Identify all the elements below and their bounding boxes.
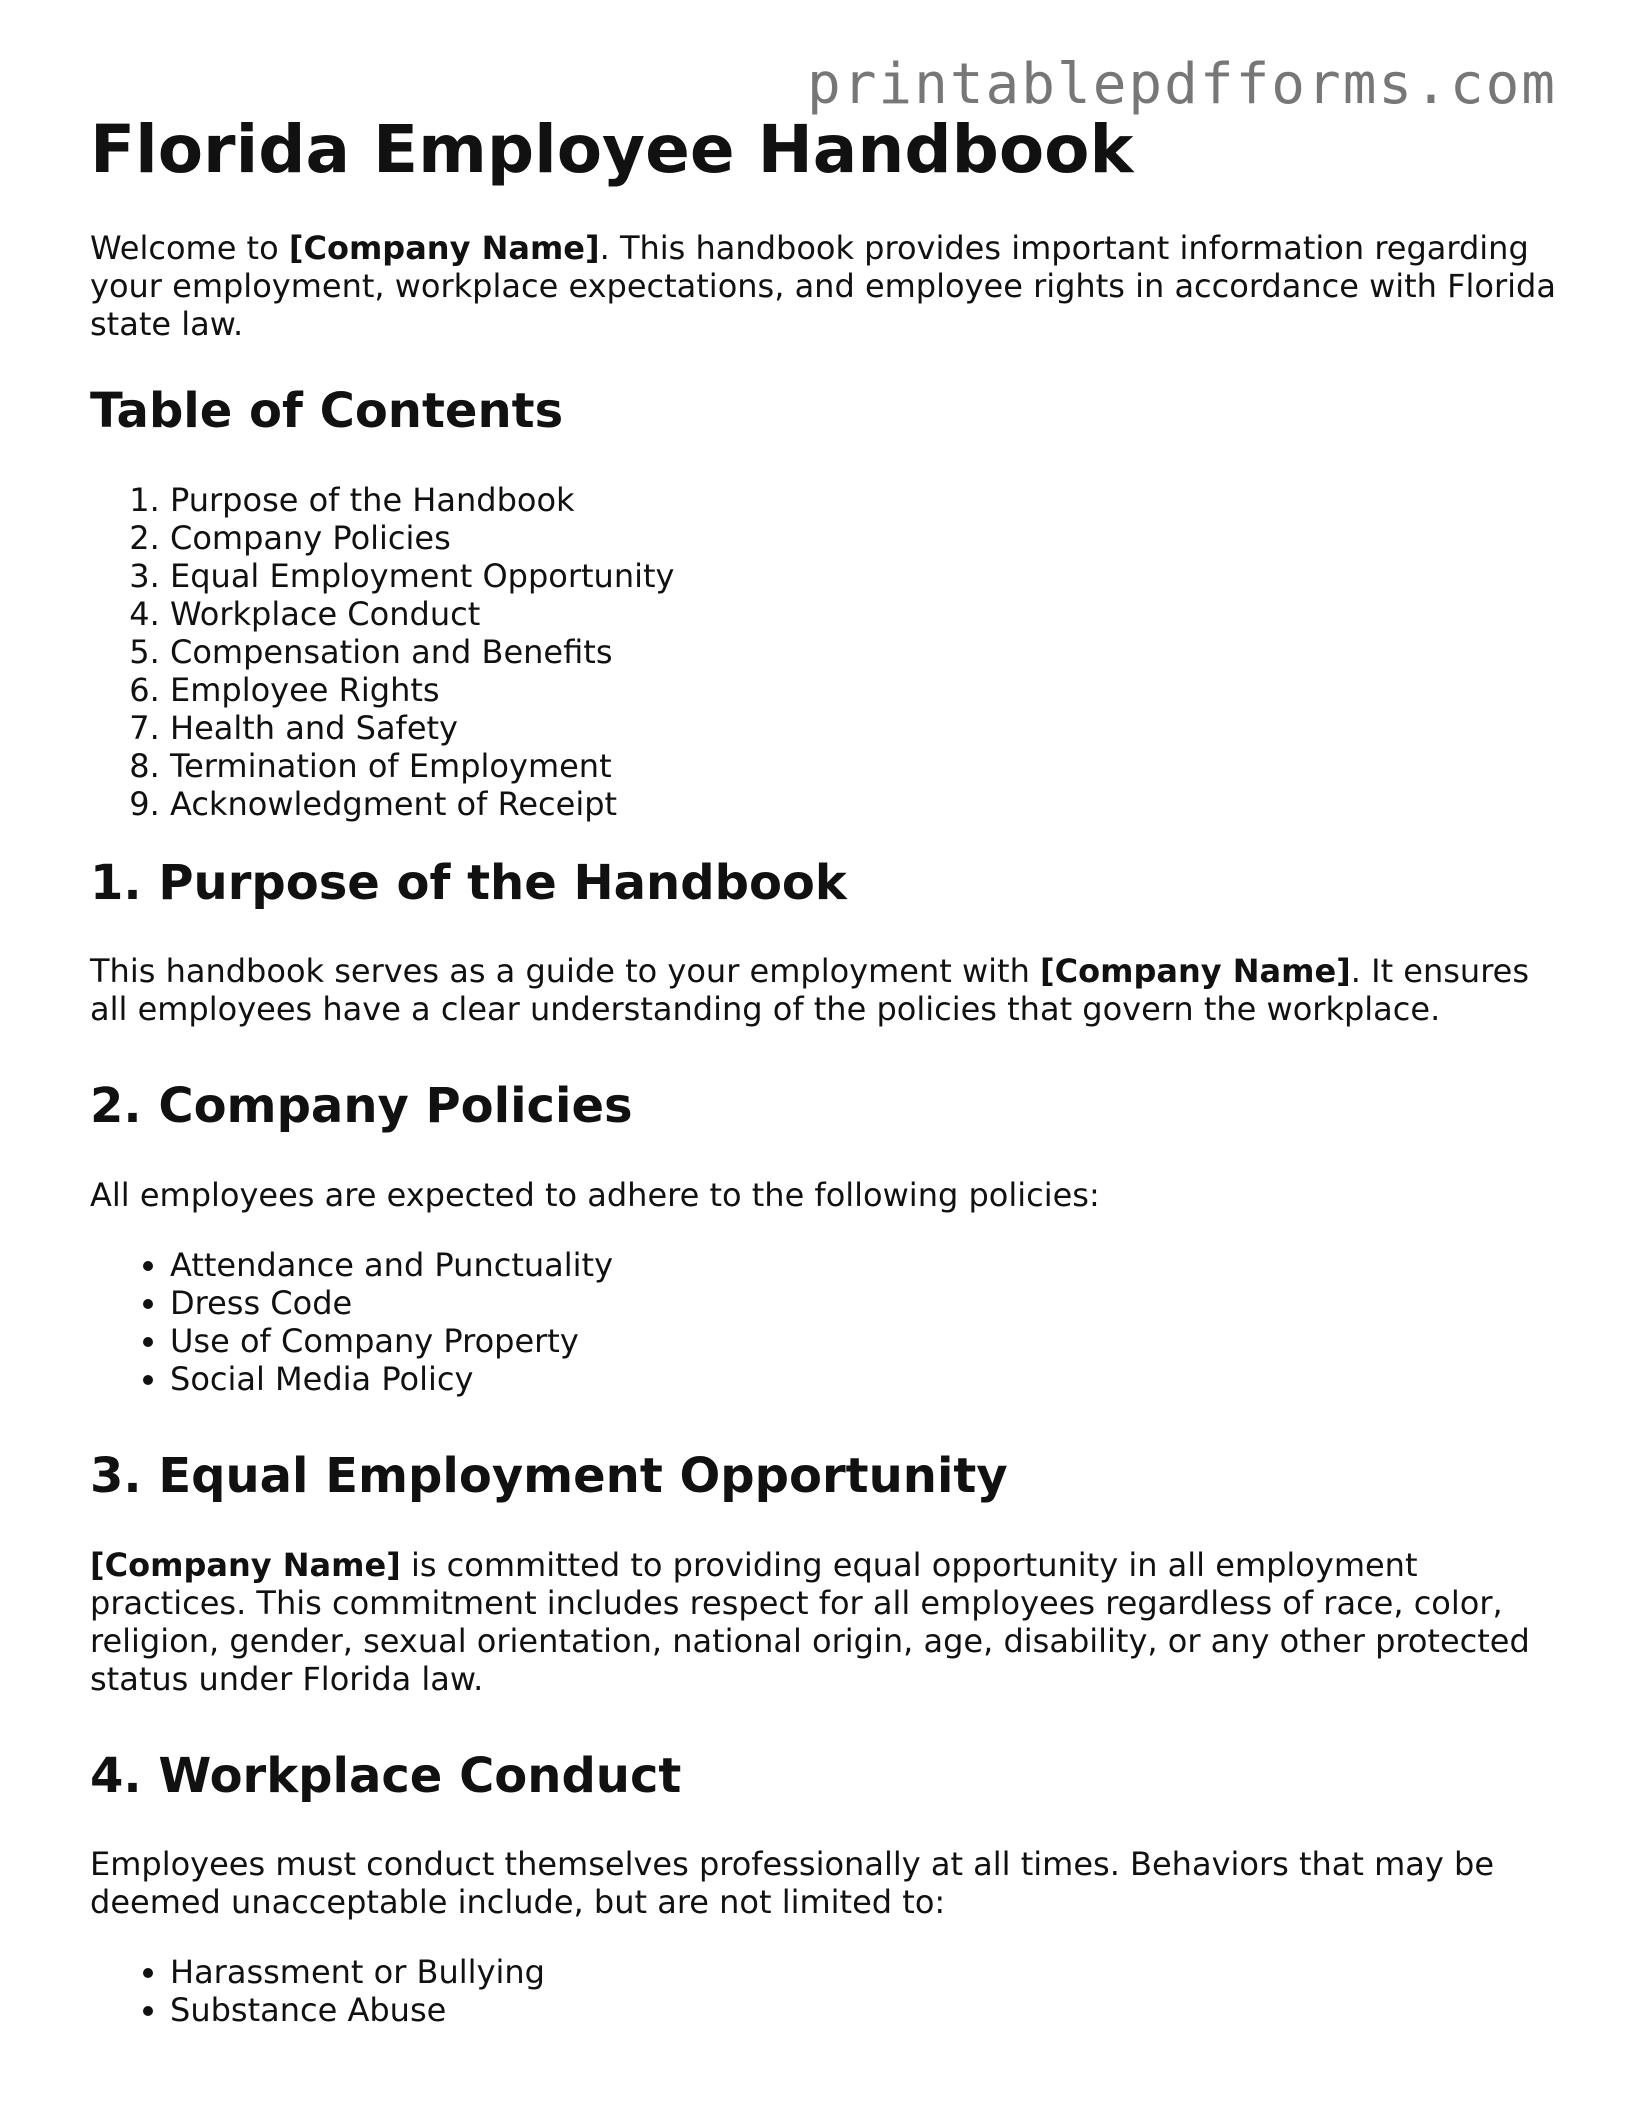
policy-item: • Dress Code	[170, 1284, 1560, 1322]
conduct-paragraph: Employees must conduct themselves professionally at all times. Behaviors that may be deemed unacceptable include, but are not limited to:	[90, 1845, 1495, 1922]
toc-item: 8. Termination of Employment	[170, 747, 1560, 785]
eeo-paragraph	[90, 1546, 1560, 1698]
toc-item: 7. Health and Safety	[170, 709, 1560, 747]
page-title: Florida Employee Handbook	[90, 111, 1134, 188]
conduct-item: • Substance Abuse	[170, 1991, 1560, 2029]
toc-item: 5. Compensation and Benefits	[170, 633, 1560, 671]
toc-item: 2. Company Policies	[170, 519, 1560, 557]
eeo-text: is committed to providing equal opportunity in all employment practices. This commitment includes respect for all employees regardless of race, color, religion, gender, sexual orientation, national origin, age, disability, or any other protected status under Florida law.	[90, 1545, 1530, 1698]
watermark: printablepdfforms.com	[806, 52, 1557, 117]
section-heading-eeo: 3. Equal Employment Opportunity	[90, 1447, 1008, 1504]
policy-item: • Use of Company Property	[170, 1322, 1560, 1360]
toc-item: 9. Acknowledgment of Receipt	[170, 785, 1560, 823]
toc-heading: Table of Contents	[90, 383, 564, 440]
policies-paragraph: All employees are expected to adhere to the following policies:	[90, 1175, 1100, 1214]
policies-list	[90, 1246, 1560, 1398]
policy-item: • Social Media Policy	[170, 1360, 1560, 1398]
toc-item: 1. Purpose of the Handbook	[170, 481, 1560, 519]
section-heading-conduct: 4. Workplace Conduct	[90, 1747, 682, 1804]
purpose-text-before: This handbook serves as a guide to your employment with	[90, 952, 1041, 991]
company-name-placeholder: [Company Name]	[90, 1545, 401, 1584]
purpose-text-after: . It ensures all employees have a clear understanding of the policies that govern the workplace.	[90, 952, 1530, 1029]
toc-item: 6. Employee Rights	[170, 671, 1560, 709]
conduct-item: • Harassment or Bullying	[170, 1953, 1560, 1991]
policy-item: • Attendance and Punctuality	[170, 1246, 1560, 1284]
document-page	[90, 110, 1560, 2079]
section-heading-purpose: 1. Purpose of the Handbook	[90, 854, 847, 911]
toc-item: 3. Equal Employment Opportunity	[170, 557, 1560, 595]
company-name-placeholder: [Company Name]	[1040, 952, 1351, 991]
section-heading-policies: 2. Company Policies	[90, 1078, 633, 1135]
intro-text-before: Welcome to	[90, 229, 289, 268]
toc-list	[90, 481, 1560, 823]
toc-item: 4. Workplace Conduct	[170, 595, 1560, 633]
company-name-placeholder: [Company Name]	[288, 229, 600, 268]
intro-text-after: . This handbook provides important information regarding your employment, workplace expectations, and employee rights in accordance with Florida state law.	[90, 229, 1556, 344]
conduct-list	[90, 1953, 1560, 2029]
purpose-paragraph	[90, 952, 1560, 1028]
intro-paragraph	[90, 229, 1560, 343]
